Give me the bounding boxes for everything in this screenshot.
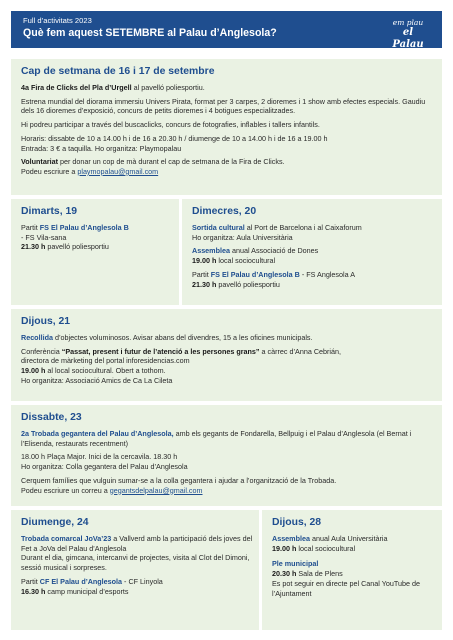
- assemblea-aula-place: local sociocultural: [296, 543, 356, 553]
- dimecres-time: 21.30 h: [192, 279, 217, 289]
- fira-title: 4a Fira de Clicks del Pla d’Urgell: [21, 83, 132, 92]
- ple-time: 20.30 h: [272, 569, 297, 579]
- assemblea-dones-desc: anual Associació de Dones: [229, 246, 319, 256]
- dimarts-away-team: - FS Vila-sana: [21, 232, 67, 242]
- dimarts-home-team: FS El Palau d’Anglesola B: [39, 223, 129, 232]
- header-title: Què fem aquest SETEMBRE al Palau d’Anglesola?: [23, 27, 277, 39]
- assemblea-dones-time: 19.00 h: [192, 256, 217, 266]
- assemblea-dones-title: Assemblea: [192, 246, 230, 256]
- conferencia-speaker: a càrrec d’Anna Cebrián,: [259, 346, 342, 356]
- fira-hours: Horaris: dissabte de 10 a 14.00 h i de 16 a 20.30 h / diumenge de 10 a 14.00 h i de 16 a 19.00 h: [21, 133, 328, 143]
- sortida-block: [192, 223, 432, 242]
- ple-block: [272, 559, 432, 598]
- diumenge-time: 16.30 h: [21, 586, 46, 596]
- page-header: [11, 11, 442, 48]
- dimarts-section: [11, 199, 179, 305]
- jova-block: [21, 534, 255, 573]
- dimarts-match: [21, 223, 169, 252]
- fira-schedule: [21, 134, 432, 153]
- assemblea-dones-place: local sociocultural: [216, 256, 276, 266]
- fira-description: Estrena mundial del diorama immersiu Univers Pirata, format per 3 carpes, 2 dioremes i 1 show amb efectes especials. Gaudiu dels 16 dioremes d’exposició, concurs de petits dioremes i 4 botigues especialitzades.: [21, 96, 426, 116]
- dijous-28-heading: Dijous, 28: [272, 517, 322, 528]
- fira-participation: Hi podreu participar a través del buscaclicks, concurs de fotografies, inflables i tallers infantils.: [21, 120, 320, 130]
- diumenge-match-prefix: Partit: [21, 576, 40, 586]
- jova-desc: a Vallverd amb la participació dels joves del Fet a JoVa del Palau d’Anglesola: [21, 534, 253, 553]
- volunteer-text: per donar un cop de mà durant el cap de setmana de la Fira de Clicks.: [58, 157, 285, 167]
- conferencia-prefix: Conferència: [21, 346, 62, 356]
- weekend-section: [11, 59, 442, 195]
- sortida-place: al Port de Barcelona i al Caixaforum: [244, 223, 362, 232]
- weekend-heading: Cap de setmana de 16 i 17 de setembre: [21, 66, 215, 77]
- conferencia-speaker-role: directora de màrketing del portal inforesidencias.com: [21, 356, 190, 366]
- assemblea-aula-desc: anual Aula Universitària: [309, 534, 388, 543]
- diumenge-away-team: - CF Linyola: [122, 576, 163, 586]
- diumenge-section: [11, 510, 259, 630]
- assemblea-dones-block: [192, 246, 432, 265]
- playmopalau-email-link[interactable]: playmopalau@gmail.com: [77, 166, 159, 176]
- diumenge-match: [21, 577, 255, 596]
- recollida-text: d’objectes voluminosos. Avisar abans del divendres, 15 a les oficines municipals.: [52, 333, 313, 342]
- em-plau-el-palau-logo: [386, 18, 430, 50]
- dimecres-match: [192, 270, 432, 289]
- volunteer-title: Voluntariat: [21, 157, 59, 167]
- cercavila-time: 18.00 h Plaça Major. Inici de la cercavila. 18.30 h: [21, 452, 178, 462]
- conferencia-org: Ho organitza: Associació Amics de Ca La Cileta: [21, 375, 173, 385]
- cercavila-org: Ho organitza: Colla gegantera del Palau d’Anglesola: [21, 462, 188, 472]
- conferencia-block: [21, 347, 432, 386]
- conferencia-time: 19.00 h: [21, 366, 46, 376]
- diumenge-home-team: CF El Palau d’Anglesola: [39, 576, 123, 586]
- dimecres-away-team: - FS Anglesola A: [299, 269, 355, 279]
- colla-call-block: [21, 476, 432, 495]
- diumenge-heading: Diumenge, 24: [21, 517, 89, 528]
- dimecres-place: pavelló poliesportiu: [216, 279, 280, 289]
- fira-place: al pavelló poliesportiu.: [131, 83, 205, 92]
- logo-line-1: em plau: [392, 18, 424, 27]
- colla-call-text: Cerquem famílies que vulguin sumar-se a la colla gegantera i ajudar a l’organització de la Trobada.: [21, 475, 337, 485]
- fira-line: [21, 83, 432, 93]
- jova-activities: Durant el dia, gimcana, intercanvi de projectes, visita al Clot del Dimoni, sessió musical i sorpreses.: [21, 553, 250, 573]
- dijous-21-section: [11, 309, 442, 401]
- ple-place: Sala de Plens: [296, 569, 343, 579]
- dimecres-match-prefix: Partit: [192, 269, 211, 279]
- volunteer-contact-text: Podeu escriure a: [21, 166, 78, 176]
- recollida-line: [21, 333, 432, 343]
- dissabte-heading: Dissabte, 23: [21, 412, 82, 423]
- jova-title: Trobada comarcal JoVa’23: [21, 534, 112, 543]
- assemblea-aula-title: Assemblea: [272, 534, 310, 543]
- dimarts-match-prefix: Partit: [21, 223, 40, 232]
- dissabte-section: [11, 405, 442, 506]
- volunteer-block: [21, 157, 432, 176]
- trobada-gegantera-block: [21, 429, 432, 448]
- conferencia-title: “Passat, present i futur de l’atenció a les persones grans”: [61, 346, 260, 356]
- dijous-21-heading: Dijous, 21: [21, 316, 71, 327]
- conferencia-place: al local sociocultural. Obert a tothom.: [45, 366, 166, 376]
- header-subtitle: Full d’activitats 2023: [23, 16, 92, 25]
- dimecres-section: [182, 199, 442, 305]
- logo-line-2: el Palau: [392, 27, 424, 50]
- dijous-28-section: [262, 510, 442, 630]
- dimarts-time: 21.30 h: [21, 242, 46, 252]
- dimarts-heading: Dimarts, 19: [21, 206, 78, 217]
- trobada-gegantera-title: 2a Trobada gegantera del Palau d’Anglesola,: [21, 429, 174, 438]
- cercavila-block: [21, 452, 432, 471]
- recollida-title: Recollida: [21, 333, 53, 342]
- assemblea-aula-block: [272, 534, 432, 553]
- dimarts-place: pavelló poliesportiu: [45, 242, 109, 252]
- sortida-title: Sortida cultural: [192, 223, 245, 232]
- assemblea-aula-time: 19.00 h: [272, 543, 297, 553]
- dimecres-home-team: FS El Palau d’Anglesola B: [210, 269, 300, 279]
- fira-entry: Entrada: 3 € a taquilla. Ho organitza: Playmopalau: [21, 143, 182, 153]
- gegants-email-link[interactable]: gegantsdelpalau@gmail.com: [109, 485, 203, 495]
- trobada-gegantera-desc: amb els gegants de Fondarella, Bellpuig i el Palau d’Anglesola (el Bernat i l’Elisenda, restaurats recentment): [21, 429, 412, 448]
- dimecres-heading: Dimecres, 20: [192, 206, 257, 217]
- sortida-org: Ho organitza: Aula Universitària: [192, 232, 293, 242]
- ple-title: Ple municipal: [272, 559, 319, 569]
- ple-stream: Es pot seguir en directe pel Canal YouTube de l’Ajuntament: [272, 578, 420, 598]
- colla-contact-text: Podeu escriure un correu a: [21, 485, 110, 495]
- diumenge-place: camp municipal d’esports: [45, 586, 129, 596]
